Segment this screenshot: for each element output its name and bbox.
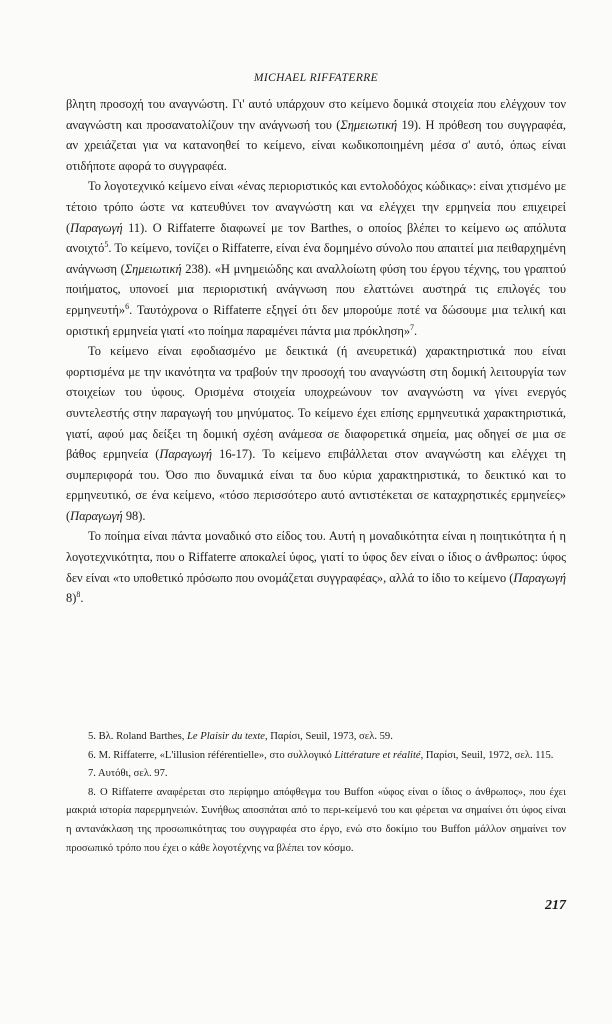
text-run: 16-17). Το κείμενο επιβάλλεται στον αναγνώστη και ελέγχει τη συμπεριφορά του. Όσο πιο δυναμικά είναι τα δυο κύρια χαρακτηριστικά, το δεικτικό και το ερμηνευτικό, σε ένα κείμενο, «τόσο περισσότερο αυτό αντιστέκεται σε καταχρηστικές ερμηνείες» ( (66, 447, 567, 523)
paragraph (66, 526, 566, 608)
italic-text: Le Plaisir du texte (187, 731, 265, 742)
italic-text: Littérature et réalité (334, 749, 421, 761)
text-run: 5. Βλ. Roland Barthes, (88, 731, 188, 742)
page-number: 217 (545, 898, 566, 913)
text-run: , Παρίσι, Seuil, 1973, σελ. 59. (264, 731, 393, 742)
text-run: 238). «Η μνημειώδης και αναλλοίωτη φύση του έργου τέχνης, του γραπτού ποιήματος, υπονοεί μια περιοριστική ανάγνωση που ελαττώνει αυστηρά τις επιλογές του ερμηνευτή» (66, 261, 566, 317)
text-run: Το ποίημα είναι πάντα μοναδικό στο είδος του. Αυτή η μοναδικότητα είναι η ποιητικότητα ή η λογοτεχνικότητα, που ο Riffaterre αποκαλεί ύφος, γιατί το ύφος δεν είναι ο ίδιος ο άνθρωπος: ύφος δεν είναι «το υποθετικό πρόσωπο που ονομάζεται συγγραφέας», αλλά το ίδιο το κείμενο ( (66, 529, 566, 585)
body-text (66, 94, 566, 609)
text-run: . (414, 323, 418, 338)
footnote-marker: 7 (410, 322, 415, 332)
text-run: βλητη προσοχή του αναγνώστη. Γι' αυτό υπάρχουν στο κείμενο δομικά στοιχεία που ελέγχουν τον αναγνώστη και προσανατολίζουν την ανάγνωσή του ( (66, 97, 566, 132)
paragraph (66, 94, 566, 176)
text-run: 8. Ο Riffaterre αναφέρεται στο περίφημο απόφθεγμα του Buffon «ύφος είναι ο ίδιος ο άνθρωπος», που έχει μακριά ιστορία παρερμηνειών. Συνήθως αποσπάται από το περι-κείμενό του και φέρεται να σημαίνει ότι ύφος είναι η αντανάκλαση της προσωπικότητας του συγγραφέα στο έργο, ενώ στο δοκίμιο του Buffon μάλλον σημαίνει τον προσωπικό τρόπο που έχει ο κάθε λογοτέχνης να βλέπει τον κόσμο. (66, 786, 566, 854)
footnote (66, 728, 566, 747)
running-head: MICHAEL RIFFATERRE (253, 72, 379, 84)
text-run: 6. M. Riffaterre, «L'illusion référentielle», στο συλλογικό (88, 749, 335, 761)
text-run: 98). (122, 508, 146, 523)
footnote (66, 765, 566, 784)
footnote (66, 784, 566, 858)
footnote (66, 747, 566, 766)
italic-text: Παραγωγή (159, 447, 212, 462)
text-run: . Ταυτόχρονα ο Riffaterre εξηγεί ότι δεν μπορούμε ποτέ να δώσουμε μια τελική και οριστική ερμηνεία γιατί «το ποίημα παραμένει πάντα μια πρόκληση» (66, 302, 566, 338)
text-run: Το λογοτεχνικό κείμενο είναι «ένας περιοριστικός και εντολοδόχος κώδικας»: είναι χτισμένο με τέτοιο τρόπο ώστε να κατευθύνει τον αναγνώστη και να ελέγχει την ερμηνεία που επιχειρεί ( (66, 179, 566, 235)
text-run: 19). Η πρόθεση του συγγραφέα, αν χρειάζεται για να κατανοηθεί το κείμενο, είναι κωδικοποιημένη μέσα σ' αυτό, όπως είναι οτιδήποτε αφορά το συγγραφέα. (66, 117, 566, 173)
paragraph (66, 176, 566, 341)
footnotes (66, 728, 566, 858)
italic-text: Σημειωτική (124, 261, 182, 276)
text-run: . (80, 591, 84, 606)
italic-text: Σημειωτική (340, 117, 398, 132)
text-run: 8) (66, 591, 77, 606)
footnote-marker: 8 (76, 590, 81, 600)
italic-text: Παραγωγή (513, 570, 566, 585)
paragraph (66, 341, 566, 526)
footnote-marker: 6 (125, 301, 130, 311)
text-run: 7. Αυτόθι, σελ. 97. (88, 768, 168, 780)
page-content (66, 72, 566, 609)
text-run: . Το κείμενο, τονίζει ο Riffaterre, είναι ένα δομημένο σύνολο που απαιτεί μια πειθαρχημένη ανάγνωση ( (66, 241, 566, 276)
text-run: Το κείμενο είναι εφοδιασμένο με δεικτικά (ή ανευρετικά) χαρακτηριστικά που είναι φορτισμένα με την ικανότητα να τραβούν την προσοχή του αναγνώστη στη δομική λειτουργία των στοιχείων του ύφους. Ορισμένα στοιχεία υποχρεώνουν τον αναγνώστη να γίνει ενεργός συντελεστής στην παραγωγή του μηνύματος. Το κείμενο έχει επίσης ερμηνευτικά χαρακτηριστικά, γιατί, αφού μας δείξει τη δομική σχέση ανάμεσα σε διαφορετικά σημεία, μας οδηγεί σε μια σε βάθος ερμηνεία ( (66, 344, 566, 462)
footnote-marker: 5 (104, 240, 109, 250)
italic-text: Παραγωγή (70, 220, 123, 235)
italic-text: Παραγωγή (70, 508, 123, 523)
text-run: 11). Ο Riffaterre διαφωνεί με τον Barthes, ο οποίος βλέπει το κείμενο ως απόλυτα ανοιχτό (66, 220, 566, 256)
text-run: , Παρίσι, Seuil, 1972, σελ. 115. (420, 749, 554, 761)
